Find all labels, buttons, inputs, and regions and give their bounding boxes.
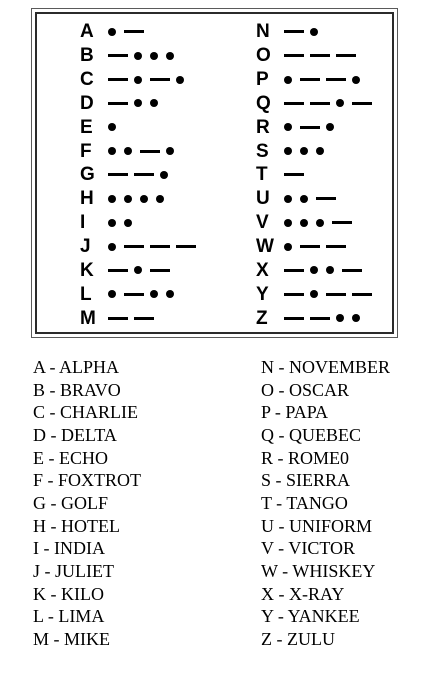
morse-letter: C [80,69,94,91]
morse-row [256,20,278,44]
morse-letter: O [256,45,271,67]
dot-symbol [326,266,334,274]
morse-letter: J [80,236,91,258]
phonetic-entry: B - BRAVO [33,379,121,400]
phonetic-column-right [261,356,390,651]
dot-symbol [284,123,292,131]
dash-symbol [284,317,304,320]
dot-symbol [150,99,158,107]
dot-symbol [166,147,174,155]
dash-symbol [300,126,320,129]
morse-code [284,68,368,92]
morse-code [284,163,310,187]
dot-symbol [300,195,308,203]
phonetic-entry: Q - QUEBEC [261,424,361,445]
dash-symbol [310,102,330,105]
phonetic-entry: G - GOLF [33,492,108,513]
morse-row [80,282,102,306]
dot-symbol [336,314,344,322]
dot-symbol [124,195,132,203]
dash-symbol [326,78,346,81]
dot-symbol [108,243,116,251]
dot-symbol [166,52,174,60]
morse-row [80,68,102,92]
morse-code [284,306,368,330]
morse-letter: N [256,21,270,43]
dash-symbol [336,54,356,57]
dash-symbol [284,293,304,296]
morse-row [256,163,278,187]
dot-symbol [108,28,116,36]
morse-row [256,258,278,282]
dash-symbol [284,54,304,57]
dot-symbol [150,52,158,60]
morse-code [108,211,140,235]
morse-row [256,306,278,330]
dot-symbol [284,243,292,251]
dash-symbol [140,150,160,153]
phonetic-entry: R - ROME0 [261,447,350,468]
phonetic-entry: F - FOXTROT [33,470,142,491]
morse-code [108,139,182,163]
morse-code [284,235,352,259]
dot-symbol [336,99,344,107]
morse-row [256,115,278,139]
dot-symbol [352,76,360,84]
dash-symbol [108,54,128,57]
dash-symbol [134,173,154,176]
dash-symbol [108,317,128,320]
phonetic-entry: V - VICTOR [261,538,356,559]
dot-symbol [124,219,132,227]
morse-row [80,163,102,187]
dot-symbol [108,195,116,203]
dot-symbol [108,147,116,155]
dash-symbol [108,269,128,272]
phonetic-entry: Y - YANKEE [261,606,360,627]
dot-symbol [108,123,116,131]
morse-column-left [80,20,102,330]
dot-symbol [300,147,308,155]
morse-code [284,187,342,211]
morse-row [80,258,102,282]
morse-row [256,139,278,163]
morse-letter: L [80,283,92,305]
morse-letter: K [80,259,94,281]
phonetic-entry: J - JULIET [33,560,114,581]
phonetic-entry: H - HOTEL [33,515,120,536]
dash-symbol [124,245,144,248]
dot-symbol [284,219,292,227]
dash-symbol [300,245,320,248]
morse-letter: D [80,92,94,114]
dot-symbol [160,171,168,179]
morse-letter: T [256,164,268,186]
dash-symbol [124,30,144,33]
morse-letter: A [80,21,94,43]
dash-symbol [284,173,304,176]
dot-symbol [176,76,184,84]
morse-letter: U [256,188,270,210]
morse-row [80,306,102,330]
morse-code [108,115,124,139]
morse-code [108,20,150,44]
dot-symbol [284,195,292,203]
morse-code [108,282,182,306]
dot-symbol [316,147,324,155]
dash-symbol [316,197,336,200]
dot-symbol [108,219,116,227]
morse-letter: H [80,188,94,210]
morse-row [80,20,102,44]
morse-letter: X [256,259,269,281]
dash-symbol [326,293,346,296]
morse-code [108,68,192,92]
dot-symbol [284,147,292,155]
dot-symbol [156,195,164,203]
morse-letter: S [256,140,269,162]
morse-letter: P [256,69,269,91]
phonetic-entry: T - TANGO [261,492,348,513]
dash-symbol [352,102,372,105]
dot-symbol [352,314,360,322]
morse-row [80,115,102,139]
dash-symbol [150,78,170,81]
dot-symbol [316,219,324,227]
dash-symbol [310,54,330,57]
dash-symbol [326,245,346,248]
phonetic-entry: W - WHISKEY [261,560,376,581]
morse-letter: G [80,164,95,186]
morse-code [284,139,332,163]
morse-letter: B [80,45,94,67]
phonetic-entry: E - ECHO [33,447,108,468]
morse-code-chart [31,8,398,338]
dash-symbol [108,173,128,176]
phonetic-entry: P - PAPA [261,402,329,423]
morse-row [256,187,278,211]
dot-symbol [134,52,142,60]
dash-symbol [108,102,128,105]
morse-code [108,187,172,211]
morse-code [108,235,202,259]
morse-code [284,20,326,44]
phonetic-entry: L - LIMA [33,606,105,627]
morse-row [256,68,278,92]
dash-symbol [124,293,144,296]
morse-code [284,44,362,68]
phonetic-entry: O - OSCAR [261,379,350,400]
dot-symbol [134,266,142,274]
morse-letter: F [80,140,92,162]
dot-symbol [108,290,116,298]
morse-letter: W [256,236,274,258]
morse-column-right [256,20,278,330]
morse-letter: R [256,116,270,138]
morse-letter: E [80,116,93,138]
phonetic-column-left [33,356,141,651]
dot-symbol [310,266,318,274]
morse-letter: M [80,307,96,329]
dash-symbol [150,269,170,272]
dot-symbol [134,99,142,107]
morse-code [108,44,182,68]
phonetic-entry: M - MIKE [33,628,110,649]
phonetic-entry: S - SIERRA [261,470,351,491]
dot-symbol [284,76,292,84]
morse-code [108,258,176,282]
phonetic-entry: I - INDIA [33,538,105,559]
morse-letter: Y [256,283,269,305]
phonetic-entry: A - ALPHA [33,357,120,377]
dash-symbol [108,78,128,81]
dash-symbol [310,317,330,320]
morse-code [108,92,166,116]
morse-row [80,44,102,68]
morse-row [256,235,278,259]
phonetic-entry: N - NOVEMBER [261,357,390,377]
morse-row [256,44,278,68]
morse-row [80,92,102,116]
dash-symbol [284,269,304,272]
dot-symbol [310,290,318,298]
phonetic-entry: U - UNIFORM [261,515,373,536]
phonetic-entry: X - X-RAY [261,583,345,604]
morse-code [108,163,176,187]
phonetic-entry: D - DELTA [33,424,117,445]
morse-row [80,139,102,163]
morse-code [108,306,160,330]
morse-code [284,115,342,139]
dash-symbol [176,245,196,248]
dash-symbol [332,221,352,224]
morse-row [256,92,278,116]
morse-letter: V [256,212,269,234]
morse-row [80,187,102,211]
morse-letter: Q [256,92,271,114]
morse-row [256,282,278,306]
dot-symbol [150,290,158,298]
morse-row [80,211,102,235]
phonetic-entry: Z - ZULU [261,628,335,649]
dash-symbol [134,317,154,320]
dot-symbol [326,123,334,131]
dash-symbol [342,269,362,272]
dot-symbol [134,76,142,84]
morse-code [284,258,368,282]
dot-symbol [140,195,148,203]
morse-row [256,211,278,235]
phonetic-entry: K - KILO [33,583,104,604]
dot-symbol [300,219,308,227]
morse-letter: Z [256,307,268,329]
morse-code [284,211,358,235]
dot-symbol [124,147,132,155]
dot-symbol [310,28,318,36]
phonetic-entry: C - CHARLIE [33,402,138,423]
dot-symbol [166,290,174,298]
morse-letter: I [80,212,86,234]
morse-row [80,235,102,259]
dash-symbol [284,30,304,33]
morse-code [284,282,378,306]
dash-symbol [352,293,372,296]
dash-symbol [300,78,320,81]
dash-symbol [150,245,170,248]
dash-symbol [284,102,304,105]
morse-code [284,92,378,116]
